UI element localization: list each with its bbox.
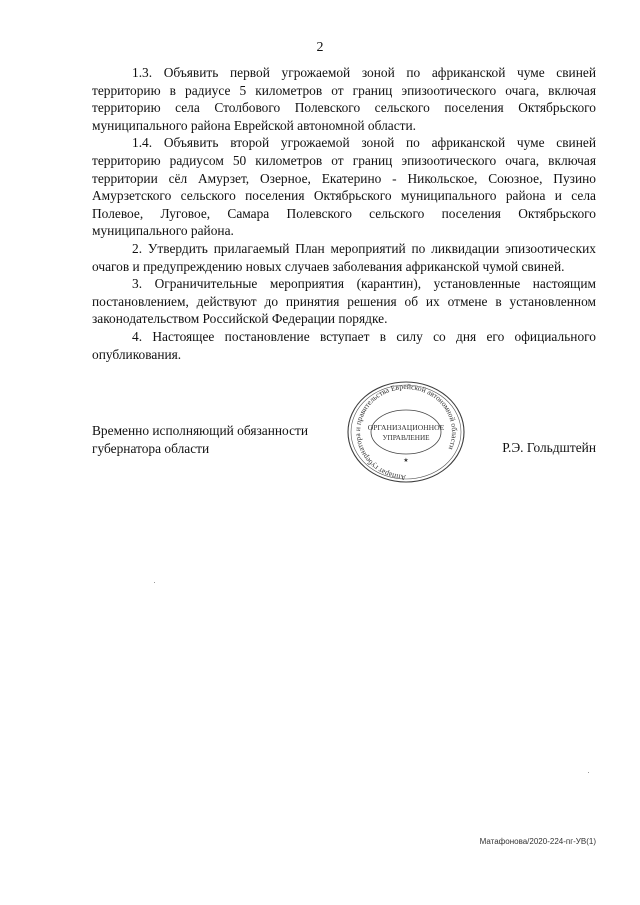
scan-speck (154, 582, 155, 583)
stamp-outer-text: Аппарат губернатора и правительства Еврейской автономной области (352, 381, 460, 483)
paragraph-2: 2. Утвердить прилагаемый План мероприятий по ликвидации эпизоотических очагов и предупреждению новых случаев заболевания африканской чумой свиней. (92, 240, 596, 274)
page-number: 2 (316, 40, 324, 55)
official-seal-stamp (338, 378, 474, 486)
signatory-title (92, 422, 308, 457)
document-body (92, 64, 596, 363)
paragraph-3: 3. Ограничительные мероприятия (карантин), установленные настоящим постановлением, действуют до принятия решения об их отмене в установленном законодательством Российской Федерации порядке. (92, 276, 596, 327)
signatory-title-line-1: Временно исполняющий обязанности (92, 423, 309, 438)
signatory-name: Р.Э. Гольдштейн (502, 440, 596, 455)
scan-speck (588, 772, 589, 773)
signatory-title-line-2: губернатора области (92, 440, 210, 456)
paragraph-1-3: 1.3. Объявить первой угрожаемой зоной по африканской чуме свиней территорию в радиусе 5 километров от границ эпизоотического очага, включая территорию села Столбового Полевского сельского поселения Октябрьского муниципального района Еврейской автономной области. (92, 65, 596, 133)
paragraph-1-4: 1.4. Объявить второй угрожаемой зоной по африканской чуме свиней территорию радиусом 50 километров от границ эпизоотического очага, включая территории сёл Амурзет, Озерное, Екатерино - Никольское, Союзное, Пузино Амурзетского сельского поселения Октябрьского муниципального района и села Полевое, Луговое, Самара Полевского сельского поселения Октябрьского муниципального района. (92, 135, 596, 239)
document-footer-code: Матафонова/2020-224-пг-УВ(1) (479, 837, 596, 846)
paragraph-4: 4. Настоящее постановление вступает в силу со дня его официального опубликования. (92, 328, 596, 362)
stamp-inner-line-2: УПРАВЛЕНИЕ (382, 434, 430, 442)
stamp-star-icon: ★ (403, 457, 409, 464)
stamp-inner-line-1: ОРГАНИЗАЦИОННОЕ (367, 423, 445, 432)
